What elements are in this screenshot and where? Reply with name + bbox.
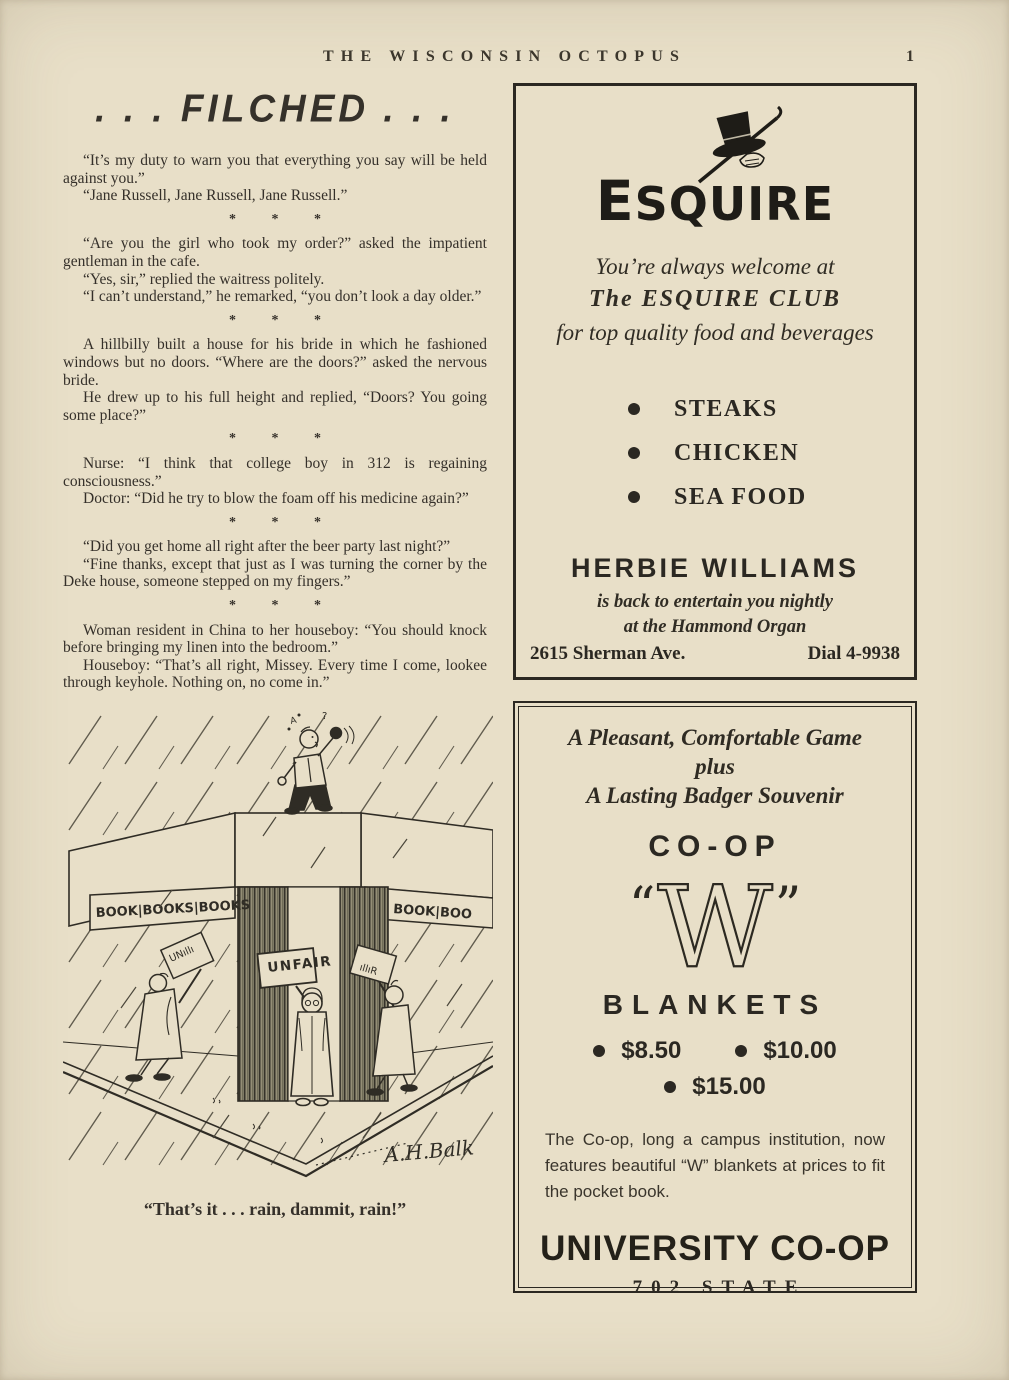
left-column: [63, 88, 487, 1220]
right-column: [513, 83, 917, 1298]
price-value: $8.50: [621, 1037, 682, 1064]
svg-text:”: ”: [774, 877, 802, 937]
price-row: [531, 1073, 899, 1101]
joke-paragraph: “Fine thanks, except that just as I was turning the corner by the Deke house, someone stepped on my fingers.”: [63, 555, 487, 591]
bullet-icon: [593, 1045, 605, 1057]
bullet-icon: [628, 491, 640, 503]
tagline-line: You’re always welcome at: [595, 254, 835, 279]
section-separator: * * *: [229, 211, 337, 227]
svg-text:W: W: [657, 866, 773, 984]
section-separator: * * *: [229, 598, 337, 614]
tagline-line: The ESQUIRE CLUB: [588, 286, 842, 312]
joke-paragraph: Doctor: “Did he try to blow the foam off his medicine again?”: [83, 490, 469, 508]
coop-tagline-1: A Pleasant, Comfortable Game: [568, 725, 862, 750]
joke-paragraph: “Jane Russell, Jane Russell, Jane Russell.”: [83, 187, 348, 205]
coop-product: BLANKETS: [602, 989, 828, 1020]
tagline-line: for top quality food and beverages: [556, 320, 874, 345]
coop-store-address: 702 STATE: [632, 1277, 807, 1298]
coop-tagline-2: plus: [695, 754, 735, 779]
bookstore-sign-right: BOOK|BOO: [392, 902, 473, 923]
cartoon-caption: “That’s it . . . rain, dammit, rain!”: [143, 1199, 407, 1220]
menu-item-label: CHICKEN: [674, 439, 800, 466]
cartoonist-signature: A.H.Balk: [383, 1135, 475, 1168]
joke-paragraph: He drew up to his full height and replied, “Doors? You going some place?”: [63, 389, 487, 424]
university-coop-ad: [513, 701, 917, 1298]
swear-symbol: ?: [322, 711, 328, 723]
esquire-contact-row: [530, 643, 900, 665]
coop-tagline-3: A Lasting Badger Souvenir: [586, 783, 844, 808]
coop-body-copy: The Co-op, long a campus institution, now features beautiful “W” blankets at prices to fit the pocket book.: [545, 1130, 885, 1201]
svg-text:“: “: [628, 877, 656, 937]
picket-sign-scribble-left: UNıllı: [167, 944, 196, 965]
price-item: [664, 1073, 765, 1101]
joke-paragraph: “Yes, sir,” replied the waitress politely.: [83, 270, 325, 288]
bullet-icon: [628, 403, 640, 415]
masthead-title: THE WISCONSIN OCTOPUS: [322, 48, 687, 65]
joke-paragraph: “I can’t understand,” he remarked, “you don’t look a day older.”: [83, 288, 482, 306]
performer-subline-1: is back to entertain you nightly: [597, 592, 833, 612]
price-item: [735, 1037, 836, 1065]
joke-paragraph: Woman resident in China to her houseboy: “You should knock before bringing my linen into the bedroom.”: [63, 621, 487, 657]
cartoon-drawing: [63, 706, 493, 1188]
joke-paragraph: Nurse: “I think that college boy in 312 is regaining consciousness.”: [63, 454, 487, 490]
esquire-phone: Dial 4-9938: [807, 643, 900, 664]
section-separator: * * *: [229, 431, 337, 447]
menu-item: [628, 431, 898, 475]
esquire-tagline: [532, 250, 898, 349]
picket-sign-scribble-right: ıllıR: [358, 962, 379, 978]
esquire-menu: [532, 387, 898, 519]
menu-item: [628, 475, 898, 519]
bullet-icon: [628, 447, 640, 459]
coop-tagline: [531, 723, 899, 810]
performer-subline: [532, 590, 898, 640]
joke-paragraph: “Did you get home all right after the beer party last night?”: [83, 538, 451, 556]
price-value: $10.00: [763, 1037, 837, 1064]
swear-symbol: A: [289, 715, 298, 727]
price-item: [593, 1037, 681, 1065]
tophat-cane-icon: [691, 106, 787, 192]
coop-store-name: UNIVERSITY CO-OP: [540, 1229, 890, 1268]
editorial-cartoon: [63, 706, 487, 1220]
menu-item-label: STEAKS: [674, 395, 778, 422]
joke-paragraph: A hillbilly built a house for his bride in which he fashioned windows but no doors. “Where are the doors?” asked the nervous bride.: [63, 336, 487, 389]
joke-paragraph: Houseboy: “That’s all right, Missey. Every time I come, lookee through keyhole. Nothing on, no come in.”: [63, 656, 487, 692]
w-monogram-svg: [590, 866, 840, 984]
performer-name: HERBIE WILLIAMS: [571, 553, 859, 583]
page-number: 1: [906, 48, 914, 65]
w-monogram: [531, 866, 899, 989]
menu-item-label: SEA FOOD: [674, 483, 807, 510]
picket-sign-unfair: UNFAIR: [266, 953, 333, 977]
price-row: [531, 1037, 899, 1065]
column-title: . . . FILCHED . . .: [95, 86, 455, 130]
section-separator: * * *: [229, 514, 337, 530]
esquire-logo: [532, 112, 898, 234]
joke-paragraph: “Are you the girl who took my order?” asked the impatient gentleman in the cafe.: [63, 235, 487, 270]
esquire-logo-text: ESQUIRE: [595, 170, 835, 234]
joke-paragraph: “It’s my duty to warn you that everything you say will be held against you.”: [63, 152, 487, 187]
coop-ad-inner: [518, 706, 912, 1298]
section-separator: * * *: [229, 312, 337, 328]
bullet-icon: [735, 1045, 747, 1057]
bookstore-sign-left: BOOK|BOOKS|BOOKS: [95, 897, 251, 922]
price-value: $15.00: [692, 1073, 766, 1100]
bullet-icon: [664, 1081, 676, 1093]
coop-brand: CO-OP: [648, 830, 782, 863]
esquire-address: 2615 Sherman Ave.: [530, 643, 686, 664]
jokes-column: [63, 152, 487, 692]
menu-item: [628, 387, 898, 431]
esquire-club-ad: [513, 83, 917, 680]
performer-subline-2: at the Hammond Organ: [623, 617, 807, 637]
